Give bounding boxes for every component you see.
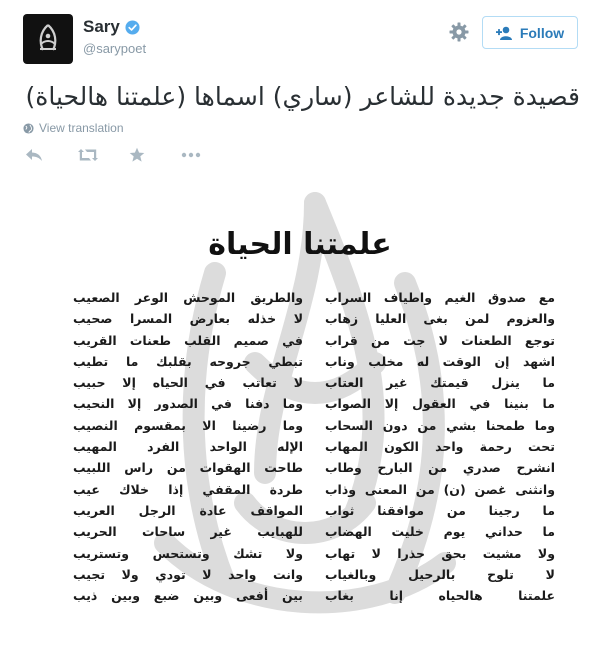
poem-verse: ما بنينا في العقول إلا الصواب	[325, 396, 555, 412]
retweet-button[interactable]	[77, 145, 129, 165]
poem-verse: مع صدوق الغيم واطياف السراب	[325, 290, 555, 305]
poem-verse: والطريق الموحش الوعر الصعيب	[73, 290, 303, 305]
follow-button[interactable]	[482, 16, 578, 49]
gear-icon[interactable]	[449, 22, 469, 42]
poem-verse: تبطي جروحه بقلبك ما تطيب	[73, 353, 303, 369]
poem-verse: ولا مشيت بحق حذرا لا تهاب	[325, 545, 555, 561]
add-user-icon	[496, 26, 514, 40]
verified-badge-icon	[125, 20, 140, 35]
more-button[interactable]	[181, 145, 233, 165]
poem-verse: توجع الطعنات لا جت من قراب	[325, 332, 555, 348]
poem-column-left	[73, 287, 303, 606]
poem-verse: وما دفنا في الصدور إلا النحيب	[73, 396, 303, 412]
view-translation-label: View translation	[39, 121, 124, 135]
poem-verse: ما رجينا من موافقنا ثواب	[325, 502, 555, 518]
poem-image[interactable]	[15, 183, 585, 657]
poem-verse: وما رضينا الا بمقسوم النصيب	[73, 417, 303, 433]
poem-verse: والعزوم لمن بغى العليا زهاب	[325, 311, 555, 327]
more-icon	[181, 152, 201, 158]
poem-verse: وانثنى غصن (ن) من المعنى وذاب	[325, 481, 555, 497]
tweet-actions	[25, 145, 233, 165]
calligraphy-logo-icon	[31, 22, 65, 56]
poem-verse: الإله الواحد الفرد المهيب	[73, 439, 303, 455]
poem-verse: اشهد إن الوقت له مخلب وناب	[325, 353, 555, 369]
poem-verse: لا خذله بعارض المسرا صحيب	[73, 311, 303, 327]
poem-verse: طاحت الهقوات من راس اللبيب	[73, 460, 303, 476]
poem-verse: بين أفعى وبين ضبع وبين ذيب	[73, 588, 303, 604]
poem-verse: علمتنا هالحياه إنا بغاب	[325, 588, 555, 604]
reply-icon	[25, 148, 43, 162]
poem-verse: طردة المقفي إذا خلاك عيب	[73, 481, 303, 497]
poem-verse: لا تعاتب في الحياه إلا حبيب	[73, 375, 303, 391]
poem-column-right	[325, 287, 555, 606]
poem-verse: انشرح صدري من البارح وطاب	[325, 460, 555, 476]
display-name[interactable]: Sary	[83, 17, 120, 36]
poem-verse: ولا تشك وتستحس وتستريب	[73, 545, 303, 561]
view-translation-link[interactable]	[23, 121, 124, 135]
tweet-text: قصيدة جديدة للشاعر (ساري) اسماها (علمتنا هالحياة)	[25, 82, 580, 111]
globe-icon	[23, 123, 34, 134]
user-handle[interactable]: @sarypoet	[83, 41, 147, 56]
retweet-icon	[77, 148, 99, 162]
poem-verse: ما حداني يوم خليت الهضاب	[325, 524, 555, 540]
follow-label: Follow	[519, 24, 565, 41]
poem-title: علمتنا الحياة	[208, 227, 392, 262]
poem-verse: وانت واحد لا تودي ولا تجيب	[73, 566, 303, 582]
poem-verse: تحت رحمة واحد الكون المهاب	[325, 439, 555, 455]
poem-verse: في صميم القلب طعنات القريب	[73, 332, 303, 348]
poem-verse: ما ينزل قيمتك غير العتاب	[325, 375, 555, 391]
poem-verse: وما طمحنا بشي من دون السحاب	[325, 417, 555, 433]
favorite-button[interactable]	[129, 145, 181, 165]
poem-verse: المواقف عادة الرجل العريب	[73, 502, 303, 518]
poem-verse: لا تلوح بالرحيل وبالغياب	[325, 566, 555, 582]
poem-verse: للهبايب غير ساحات الحريب	[73, 524, 303, 540]
user-name-row	[83, 17, 140, 37]
reply-button[interactable]	[25, 145, 77, 165]
avatar[interactable]	[23, 14, 73, 64]
favorite-icon	[129, 147, 145, 163]
